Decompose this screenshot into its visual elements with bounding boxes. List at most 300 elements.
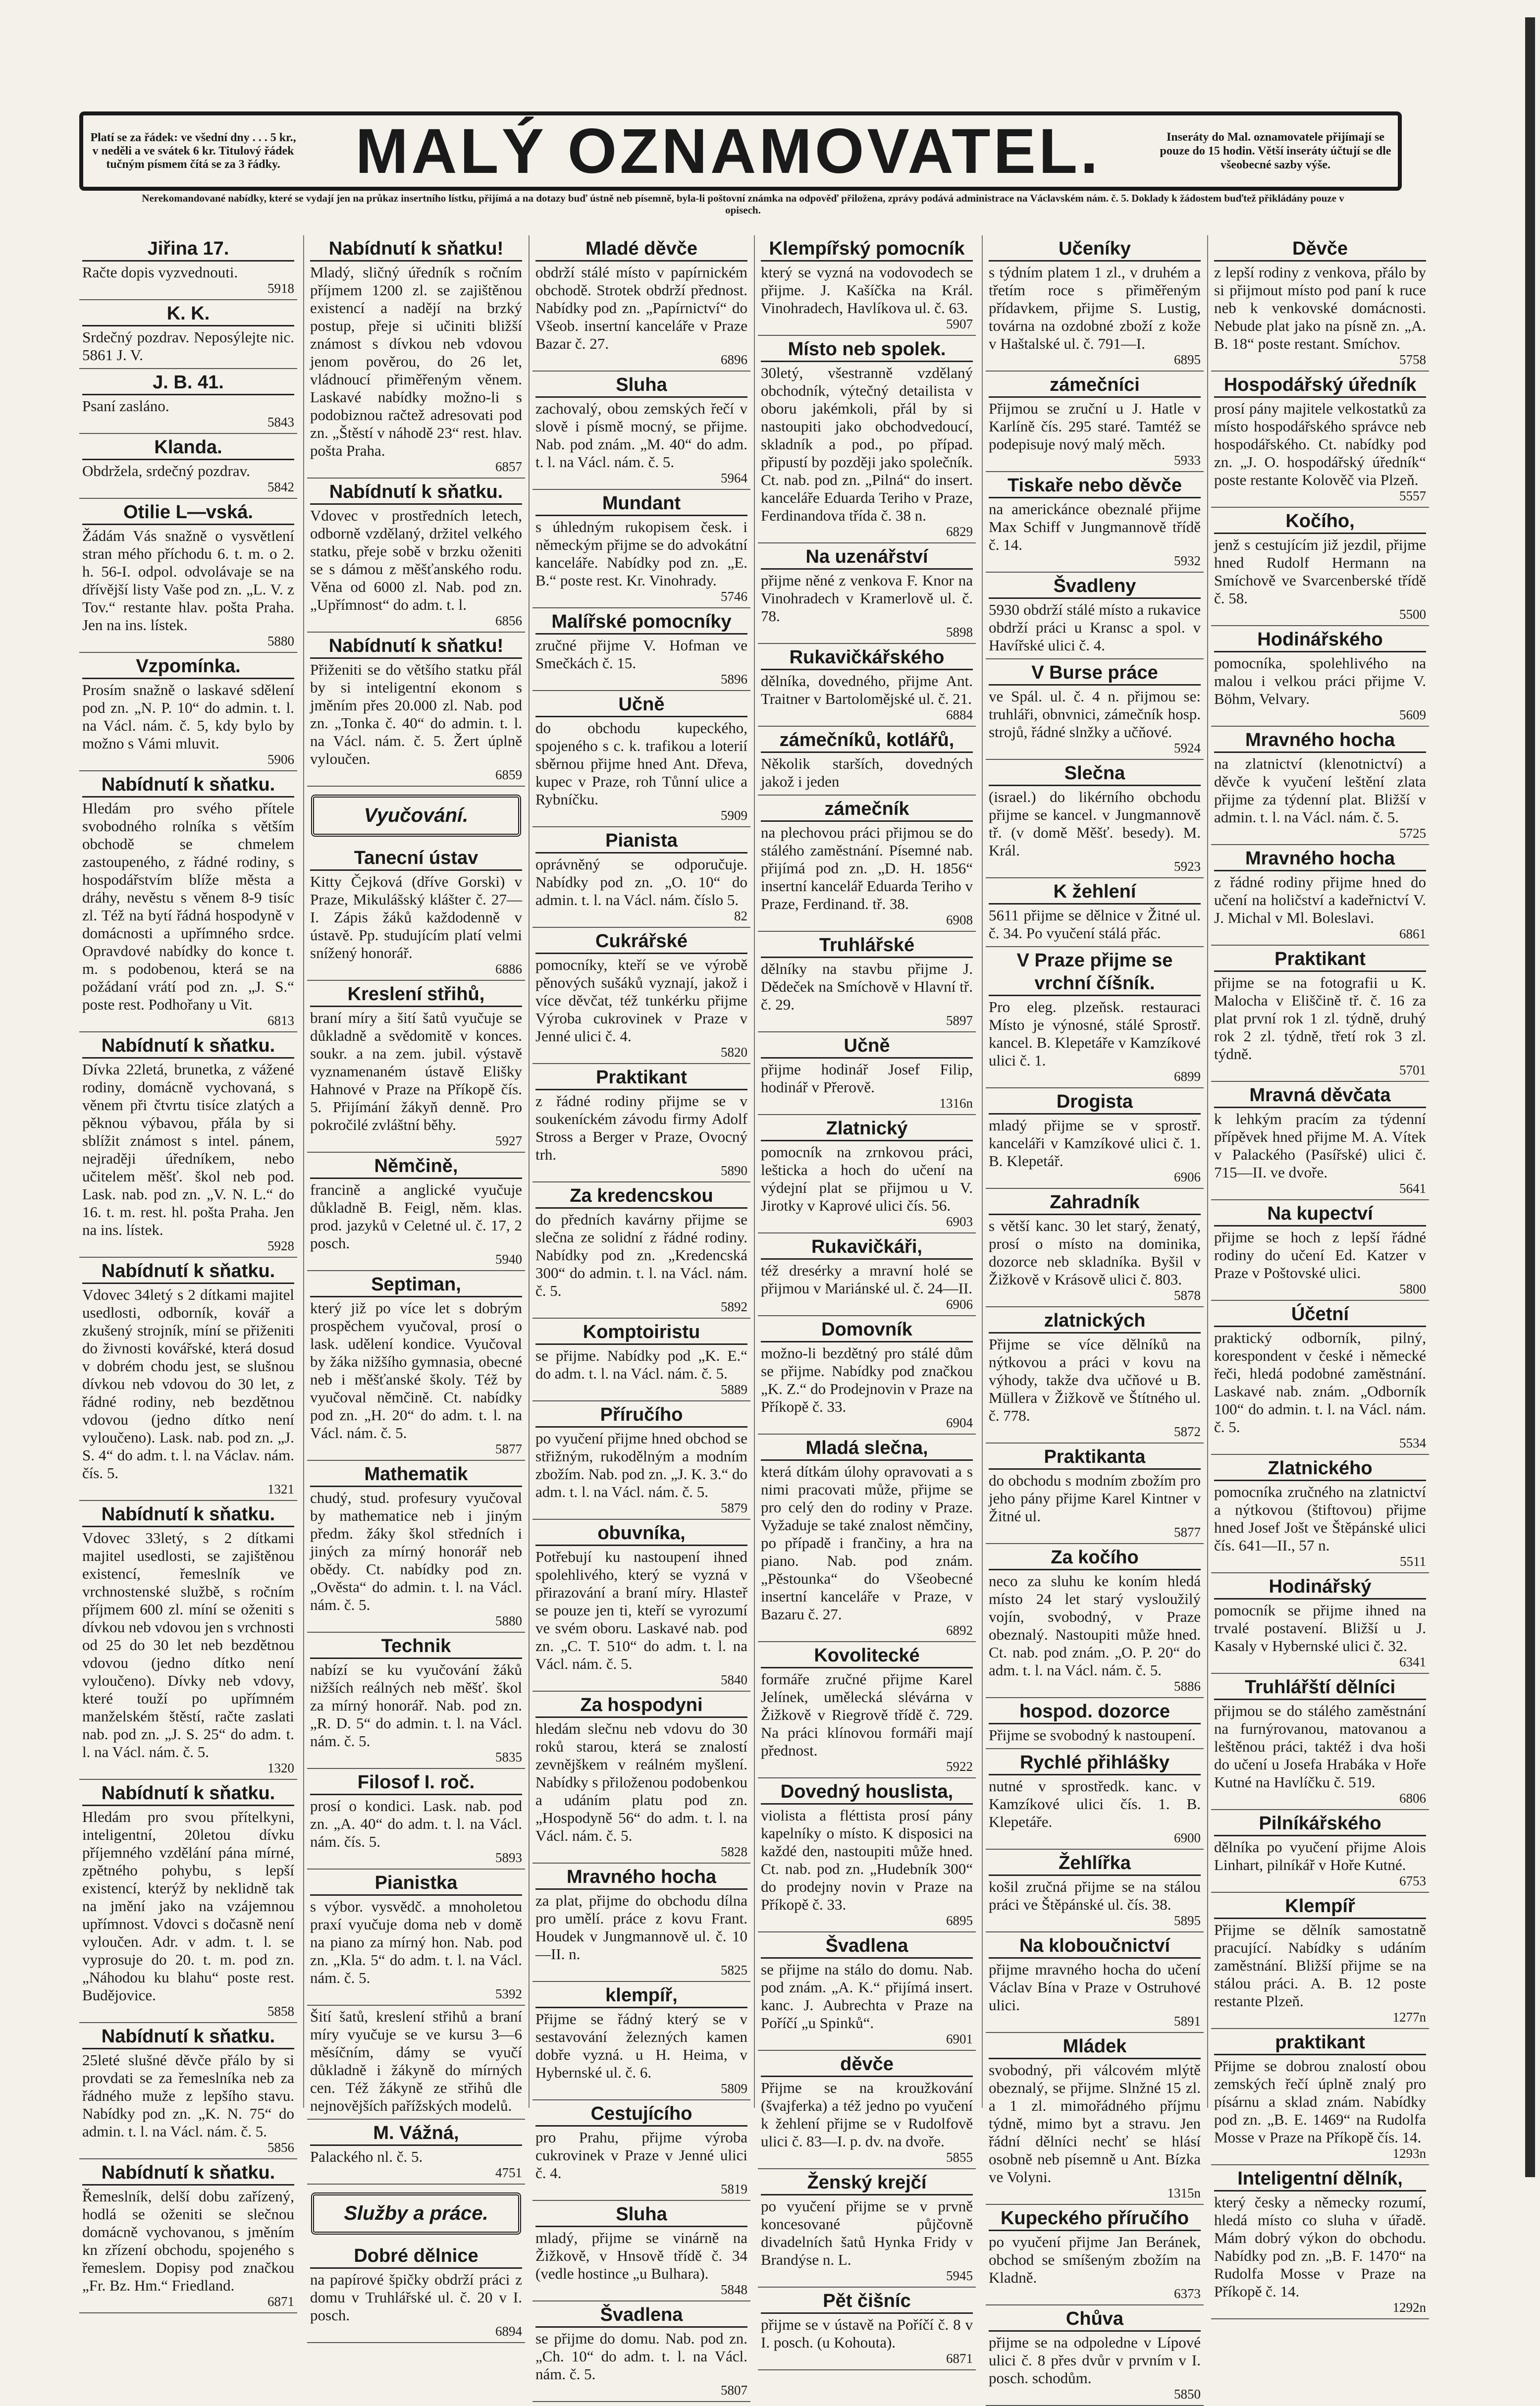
- ad-title: Nabídnutí k sňatku.: [82, 2161, 294, 2186]
- ad-body: zachovalý, obou zemských řečí v slově i písmě mocný, se přijme. Nab. pod znám. „M. 40“ do adm. t. l. na Václ. nám. č. 5.: [535, 400, 747, 471]
- ad-number: 6895: [946, 1913, 973, 1928]
- classified-ad: [1211, 1674, 1429, 1810]
- ad-number: 5932: [1174, 553, 1201, 568]
- ad-number: 5701: [1399, 1063, 1426, 1077]
- classified-ad: [758, 2169, 976, 2288]
- ad-number: 5809: [721, 2081, 747, 2096]
- ad-body: francině a anglické vyučuje důkladně B. Feigl, něm. klas. prod. jazyků v Celetné ul. č. 17, 2 posch.: [310, 1181, 522, 1252]
- column-divider: [754, 235, 755, 2108]
- ad-title: Na kupectví: [1214, 1202, 1426, 1227]
- ad-title: Septiman,: [310, 1273, 522, 1297]
- ad-body: Mladý, sličný úředník s ročním příjmem 1200 zl. se zajištěnou existencí a nadějí na brzký postup, přeje si učiniti bližší známost s dívkou neb vdovou jenom pověrou, do 26 let, vládnoucí přiměřeným věnem. Laskavé nabídky možno-li s podobiznou račtež adresovati pod zn. „Štěstí v náhodě 23“ rest. hlav. pošta Praha.: [310, 264, 522, 459]
- ad-title: Nabídnutí k sňatku.: [82, 1260, 294, 1284]
- ad-number: 5879: [721, 1500, 747, 1515]
- ad-title: Mravného hocha: [1214, 729, 1426, 753]
- classified-ad: [79, 499, 297, 653]
- classified-ad: [986, 1088, 1204, 1189]
- classified-ad: [532, 608, 750, 691]
- ad-number: 5880: [495, 1613, 522, 1628]
- ad-title: děvče: [761, 2053, 973, 2077]
- ad-body: dělníka po vyučení přijme Alois Linhart, pilníkář v Hoře Kutné.: [1214, 1838, 1426, 1873]
- ad-number: 5511: [1400, 1554, 1426, 1569]
- ad-title: Švadlena: [535, 2303, 747, 2328]
- ad-column: [758, 235, 976, 2366]
- ad-body: hledám slečnu neb vdovu do 30 roků starou, která se znalostí zevnějškem v reálném myšlení. Nabídky s přiloženou podobenkou a udáním platu pod zn. „Hospodyně 56“ do adm. t. l. na Václ. nám. č. 5.: [535, 1720, 747, 1844]
- ad-number: 6906: [1174, 1170, 1201, 1184]
- ad-title: zámečníků, kotlářů,: [761, 729, 973, 753]
- ad-title: Mladé děvče: [535, 237, 747, 262]
- classified-ad: [1211, 1301, 1429, 1455]
- classified-ad: [1211, 626, 1429, 727]
- ad-body: mladý přijme se v sprostř. kanceláři v Kamzíkové ulici č. 1. B. Klepetář.: [989, 1117, 1201, 1170]
- classified-ad: [986, 472, 1204, 573]
- ad-title: Účetní: [1214, 1303, 1426, 1327]
- ad-title: zámečník: [761, 798, 973, 822]
- ad-body: s výbor. vysvědč. a mnoholetou praxí vyučuje doma neb v domě na piano za mírný hon. Nab. pod zn. „Kla. 5“ do adm. t. l. na Václ. nám. č. 5.: [310, 1898, 522, 1986]
- ad-body: (israel.) do likérního obchodu přijme se kancel. v Jungmannově tř. (v domě Měšť. besedy). M. Král.: [989, 788, 1201, 859]
- ad-body: prosí o kondici. Lask. nab. pod zn. „A. 40“ do adm. t. l. na Václ. nám. čís. 5.: [310, 1797, 522, 1850]
- ad-title: Otilie L—vská.: [82, 501, 294, 525]
- ad-number: 5843: [267, 415, 294, 429]
- ad-number: 6901: [946, 2032, 973, 2046]
- ad-number: 5924: [1174, 741, 1201, 755]
- classified-ad: [307, 633, 525, 787]
- ad-title: Švadleny: [989, 575, 1201, 599]
- ad-number: 5807: [721, 2383, 747, 2398]
- ad-body: přijme se v ústavě na Poříčí č. 8 v I. posch. (u Kohouta).: [761, 2316, 973, 2351]
- column-divider: [982, 235, 983, 2108]
- ad-number: 5835: [495, 1750, 522, 1764]
- classified-ad: [986, 659, 1204, 760]
- ad-number: 5819: [721, 2182, 747, 2196]
- ad-title: Švadlena: [761, 1934, 973, 1959]
- ad-number: 5922: [946, 1759, 973, 1774]
- ad-body: Račte dopis vyzvednouti.: [82, 264, 238, 281]
- ad-number: 6871: [946, 2351, 973, 2366]
- classified-ad: [758, 644, 976, 727]
- classified-ad: [307, 845, 525, 981]
- ad-title: K. K.: [82, 302, 294, 326]
- ad-number: 6886: [495, 962, 522, 976]
- ad-body: Obdržela, srdečný pozdrav.: [82, 462, 250, 480]
- section-head-sluzby: Služby a práce.: [311, 2192, 521, 2235]
- classified-ad: [986, 947, 1204, 1088]
- page-edge: [1525, 17, 1535, 2177]
- ad-body: ve Spál. ul. č. 4 n. přijmou se: truhláři, obnvnici, zámečník hosp. strojů, řádné slnžky a učňové.: [989, 688, 1201, 741]
- ad-body: Přijme se více dělníků na nýtkovou a práci v kovu na výhody, takže dva učňové u B. Müllera v Žižkově ve Štítného ul. č. 778.: [989, 1336, 1201, 1424]
- classified-ad: [986, 760, 1204, 878]
- ad-number: 5828: [721, 1844, 747, 1859]
- ad-number: 5895: [1174, 1913, 1201, 1928]
- ad-title: Dobré dělnice: [310, 2245, 522, 2269]
- ad-body: dělníka, dovedného, přijme Ant. Traitner v Bartolomějské ul. č. 21.: [761, 672, 973, 707]
- classified-ad: [1211, 1893, 1429, 2029]
- ad-body: pomocníka zručného na zlatnictví a nýtkovou (štiftovou) přijme hned Josef Jošt ve Štěpánské ulici čís. 641—II., 57 n.: [1214, 1483, 1426, 1554]
- ad-body: přijme se na fotografii u K. Malocha v Eliščině tř. č. 16 za plat první rok 1 zl. týdně, druhý rok 2 zl. týdně, třetí rok 3 zl. týdně.: [1214, 974, 1426, 1063]
- page-title: MALÝ OZNAMOVATEL.: [355, 115, 1101, 187]
- classified-ad: [758, 336, 976, 543]
- ad-body: s úhledným rukopisem česk. i německým přijme se do advokátní kanceláře. Nabídky pod zn. „E. B.“ poste rest. Kr. Vinohrady.: [535, 518, 747, 589]
- ad-title: Pianista: [535, 829, 747, 854]
- classified-ad: [79, 771, 297, 1032]
- ad-number: 5927: [495, 1133, 522, 1148]
- ad-column: [986, 235, 1204, 2402]
- classified-ad: [1211, 235, 1429, 372]
- ad-body: se přijme do domu. Nab. pod zn. „Ch. 10“ do adm. t. l. na Václ. nám. č. 5.: [535, 2330, 747, 2383]
- ad-title: Praktikant: [1214, 948, 1426, 972]
- ad-body: Dívka 22letá, brunetka, z vážené rodiny, domácně vychovaná, s věnem při čtvrtu tisíce zlatých a pěknou výbavou, přála by si sblížit známost s intel. pánem, nejraději úředníkem, nebo učitelem měšť. škol neb pod. Lask. nab. pod zn. „V. N. L.“ do 16. t. m. rest. hl. pošta Praha. Jen na ins. lístek.: [82, 1061, 294, 1238]
- classified-ad: [986, 1932, 1204, 2033]
- ad-number: 5842: [267, 480, 294, 494]
- classified-ad: [986, 2205, 1204, 2305]
- ad-title: zámečníci: [989, 374, 1201, 398]
- classified-ad: [532, 1864, 750, 1982]
- ad-title: Rukavičkáři,: [761, 1235, 973, 1260]
- ad-number: 6904: [946, 1415, 973, 1430]
- ad-title: Vzpomínka.: [82, 655, 294, 679]
- ad-number: 5889: [721, 1382, 747, 1397]
- ad-number: 6871: [267, 2294, 294, 2309]
- ad-body: Vdovec v prostředních letech, odborně vzdělaný, držitel velkého statku, přeje sobě v brzku oženiti se s dámou z měšťanského rodu. Věna od 6000 zl. Nab. pod zn. „Upřímnost“ do adm. t. l.: [310, 507, 522, 613]
- classified-ad: [758, 2288, 976, 2370]
- classified-ad: [79, 653, 297, 771]
- ad-title: Slečna: [989, 762, 1201, 786]
- classified-ad: [986, 372, 1204, 472]
- ad-body: z řádné rodiny přijme hned do učení na holičství a kadeřnictví V. J. Michal v Ml. Boleslavi.: [1214, 873, 1426, 926]
- classified-ad: [758, 1435, 976, 1642]
- classified-ad: [79, 1258, 297, 1501]
- ad-title: Klanda.: [82, 436, 294, 460]
- classified-ad: [986, 1189, 1204, 1307]
- ad-body: Přijme se dobrou znalostí obou zemských řečí úplně znalý pro písárnu a sklad znám. Nabídky pod zn. „B. E. 1469“ na Rudolfa Mosse v Praze na Příkopě čís. 14.: [1214, 2057, 1426, 2146]
- classified-ad: [758, 1032, 976, 1115]
- ad-title: J. B. 41.: [82, 371, 294, 395]
- ad-number: 5890: [721, 1163, 747, 1178]
- ad-body: 5611 přijme se dělnice v Žitné ul. č. 34. Po vyučení stálá přác.: [989, 907, 1201, 942]
- ad-title: Cestujícího: [535, 2102, 747, 2127]
- ad-title: V Praze přijme se vrchní číšník.: [989, 949, 1201, 996]
- ad-title: Nabídnutí k sňatku.: [82, 773, 294, 798]
- ad-number: 5557: [1399, 488, 1426, 503]
- ad-title: Nabídnutí k sňatku!: [310, 635, 522, 659]
- ad-body: Palackého nl. č. 5.: [310, 2148, 423, 2165]
- ad-number: 6829: [946, 524, 973, 539]
- classified-ad: [758, 796, 976, 932]
- ad-title: Nabídnutí k sňatku.: [310, 481, 522, 505]
- ad-body: Psaní zasláno.: [82, 397, 169, 415]
- classified-ad: [532, 1064, 750, 1182]
- ad-body: Přijme se na kroužkování (švajferka) a též jedno po vyučení k žehlení přijme se v Rudolfově ulici č. 83—I. p. dv. na dvoře.: [761, 2079, 973, 2150]
- ad-number: 6813: [267, 1013, 294, 1028]
- ad-body: Potřebují ku nastoupení ihned spolehlivého, který se vyzná v přirazování a braní míry. Hlasteř se pouze jen ti, kteří se vyrozumí ve svém oboru. Laskavé nab. pod zn. „C. T. 510“ do adm. t. l. na Václ. nám. č. 5.: [535, 1548, 747, 1672]
- classified-ad: [532, 827, 750, 928]
- ad-number: 5609: [1399, 707, 1426, 722]
- ad-number: 6341: [1399, 1655, 1426, 1669]
- ad-title: Zahradník: [989, 1191, 1201, 1215]
- ad-column: [79, 235, 297, 2309]
- ad-title: Kupeckého příručího: [989, 2207, 1201, 2231]
- ad-title: Rukavičkářského: [761, 646, 973, 670]
- ad-title: Truhlářští dělníci: [1214, 1676, 1426, 1700]
- ad-number: 5878: [1174, 1288, 1201, 1303]
- ad-body: po vyučení přijme Jan Beránek, obchod se smíšeným zbožím na Kladně.: [989, 2233, 1201, 2286]
- ad-body: na papírové špičky obdrží práci z domu v Truhlářské ul. č. 20 v I. posch.: [310, 2271, 522, 2324]
- classified-ad: [307, 981, 525, 1153]
- ad-body: Přijme se svobodný k nastoupení.: [989, 1726, 1196, 1744]
- classified-ad: [986, 878, 1204, 947]
- ad-number: 6856: [495, 613, 522, 628]
- ad-body: přijme se hoch z lepší řádné rodiny do učení Ed. Katzer v Praze v Poštovské ulici.: [1214, 1229, 1426, 1282]
- ad-number: 5855: [946, 2150, 973, 2165]
- ad-number: 5820: [721, 1045, 747, 1060]
- ad-title: Na kloboučnictví: [989, 1934, 1201, 1959]
- ad-body: Kitty Čejková (dříve Gorski) v Praze, Mikulášský klášter č. 27—I. Zápis žáků každodenně v ústavě. Pp. studujícím platí velmi snížený honorář.: [310, 873, 522, 962]
- ad-number: 5758: [1399, 352, 1426, 367]
- ad-title: Sluha: [535, 2203, 747, 2227]
- classified-ad: [1211, 1810, 1429, 1893]
- ad-body: přijme se na odpoledne v Lípové ulici č. 8 přes dvůr v prvním v I. posch. schodům.: [989, 2334, 1201, 2387]
- classified-ad: [79, 1780, 297, 2023]
- classified-ad: [1211, 727, 1429, 845]
- ad-number: 5945: [946, 2268, 973, 2283]
- ad-number: 1293n: [1392, 2146, 1426, 2161]
- ad-number: 5909: [721, 808, 747, 823]
- ad-body: který se vyzná na vodovodech se přijme. J. Kašíčka na Král. Vinohradech, Havlíkova ul. č. 63.: [761, 264, 973, 317]
- ad-body: do obchodu kupeckého, spojeného s c. k. trafikou a loterií sběrnou přijme hned Ant. Dřeva, kupec v Praze, roh Tůnní ulice a Rybníčku.: [535, 719, 747, 808]
- classified-ad: [532, 1692, 750, 1864]
- ad-title: Hospodářský úředník: [1214, 374, 1426, 398]
- ad-number: 5725: [1399, 826, 1426, 841]
- ad-title: Místo neb spolek.: [761, 338, 973, 362]
- ad-title: Nabídnutí k sňatku.: [82, 1034, 294, 1059]
- ad-body: Srdečný pozdrav. Neposýlejte nic. 5861 J. V.: [82, 328, 294, 364]
- ad-body: nutné v sprostředk. kanc. v Kamzíkové ulici čís. 1. B. Klepetáře.: [989, 1777, 1201, 1830]
- classified-ad: [986, 1307, 1204, 1444]
- ad-number: 1320: [267, 1761, 294, 1775]
- ad-number: 6908: [946, 912, 973, 927]
- classified-ad: [986, 1698, 1204, 1749]
- ad-body: z řádné rodiny přijme se v soukeníckém závodu firmy Adolf Stross a Berger v Praze, Ovocný trh.: [535, 1092, 747, 1163]
- classified-ad: [307, 479, 525, 633]
- ad-title: Tanecní ústav: [310, 847, 522, 871]
- classified-ad: [758, 1778, 976, 1932]
- ad-body: pomocník se přijme ihned na trvalé postavení. Bližší u J. Kasaly v Hybernské ulici č. 32.: [1214, 1602, 1426, 1655]
- ad-number: 6895: [1174, 352, 1201, 367]
- ad-body: praktický odborník, pilný, korespondent v české i německé řeči, hledá podobné zaměstnání. Laskavé nab. znám. „Odborník 100“ do admin. t. l. na Václ. nám. č. 5.: [1214, 1329, 1426, 1436]
- ad-body: prosí pány majitele velkostatků za místo hospodářského správce neb hospodářského. Ct. nabídky pod zn. „J. O. hospodářský úředník“ poste restante Kolověč via Plzeň.: [1214, 400, 1426, 488]
- classified-ad: [532, 1182, 750, 1319]
- ad-number: 5892: [721, 1299, 747, 1314]
- ad-title: Pianistka: [310, 1871, 522, 1896]
- ad-title: Zlatnický: [761, 1117, 973, 1141]
- ad-body: Přijmou se zruční u J. Hatle v Karlíně čís. 295 staré. Tamtéž se podepisuje nový malý měch.: [989, 400, 1201, 453]
- ad-title: Za kredencskou: [535, 1184, 747, 1209]
- ad-title: klempíř,: [535, 1984, 747, 2008]
- ad-number: 6894: [495, 2324, 522, 2339]
- ad-title: Praktikanta: [989, 1445, 1201, 1470]
- ad-body: přijme něné z venkova F. Knor na Vinohradech v Kramerlově ul. č. 78.: [761, 572, 973, 625]
- ad-body: na zlatnictví (klenotnictví) a děvče k vyučení leštění zlata přijme za týdenní plat. Bližší v admin. t. l. na Václ. nám. č. 5.: [1214, 755, 1426, 826]
- ad-title: zlatnických: [989, 1309, 1201, 1334]
- classified-ad: [758, 1233, 976, 1316]
- ad-title: K žehlení: [989, 880, 1201, 905]
- ad-number: 5891: [1174, 2014, 1201, 2029]
- classified-ad: [758, 727, 976, 796]
- ad-body: Řemeslník, delší dobu zařízený, hodlá se oženiti se slečnou domácně vychovanou, s jměním kn zřízení obchodu, spojeného s řemeslem. Dopisy pod značkou „Fr. Bz. Hm.“ Friedland.: [82, 2188, 294, 2294]
- classified-ad: [79, 1032, 297, 1258]
- ad-body: Vdovec 34letý s 2 dítkami majitel usedlosti, odborník, kovář a zkušený strojník, míní se přiženiti do živnosti kovářské, která dosud v dobrém chodu jest, se slušnou dívkou neb vdovou do 30 let, z řádné rodiny, neb bezdětnou vdovou (jedno dítko není vyloučeno). Lask. nab. pod zn. „J. S. 4“ do adm. t. l. na Václav. nám. čís. 5.: [82, 1286, 294, 1482]
- ad-title: Tiskaře nebo děvče: [989, 474, 1201, 498]
- ad-body: oprávněný se odporučuje. Nabídky pod zn. „O. 10“ do admin. t. l. na Václ. nám. číslo 5.: [535, 855, 747, 909]
- ad-number: 6906: [946, 1297, 973, 1312]
- ad-column: [532, 235, 750, 2398]
- ad-body: pomocníky, kteří se ve výrobě pěnových sušáků vyznají, jakož i více děvčat, též tunkérku přijme Výroba cukrovinek v Praze v Jenné ulici č. 4.: [535, 956, 747, 1045]
- ad-body: která dítkám úlohy opravovati a s nimi pracovati může, přijme se pro celý den do rodiny v Praze. Vyžaduje se také znalost němčiny, po případě i frančiny, a hra na piano. Nab. pod znám. „Pěstounka“ do Všeobecné insertní kanceláře v Praze, v Bazaru č. 27.: [761, 1463, 973, 1623]
- ad-title: Pět čišníc: [761, 2290, 973, 2314]
- classified-ad: [307, 1870, 525, 2006]
- ad-body: Přijme se řádný který se v sestavování železných kamen dobře vyzná. u H. Heima, v Hybernské ul. č. 6.: [535, 2010, 747, 2081]
- ad-number: 5896: [721, 672, 747, 687]
- ad-number: 5906: [267, 752, 294, 767]
- ad-column: [1211, 235, 1429, 2315]
- classified-ad: [532, 1401, 750, 1520]
- ad-body: Prosím snažně o laskavé sdělení pod zn. „N. P. 10“ do admin. t. l. na Václ. nám. č. 5, kdy bylo by možno s Vámi mluvit.: [82, 681, 294, 752]
- classified-ad: [307, 1271, 525, 1461]
- ad-number: 5840: [721, 1672, 747, 1687]
- ad-title: Mladá slečna,: [761, 1437, 973, 1461]
- ad-title: Hodinářského: [1214, 628, 1426, 652]
- ad-body: pro Prahu, přijme výroba cukrovinek v Praze v Jenné ulici č. 4.: [535, 2129, 747, 2182]
- ad-title: Malířské pomocníky: [535, 610, 747, 635]
- classified-ad: [1211, 2029, 1429, 2165]
- ad-title: Klempíř: [1214, 1895, 1426, 1919]
- classified-ad: [307, 1153, 525, 1271]
- ad-title: Jiřina 17.: [82, 237, 294, 262]
- ad-body: Několik starších, dovedných jakož i jeden: [761, 755, 973, 790]
- ad-title: Cukrářské: [535, 930, 747, 954]
- ad-title: Ženský krejčí: [761, 2171, 973, 2195]
- ad-body: Přiženiti se do většího statku přál by si inteligentní ekonom s jměním přes 20.000 zl. Nab. pod zn. „Tonka č. 40“ do admin. t. l. na Václ. nám. č. 5. Žert úplně vyloučen.: [310, 661, 522, 767]
- deadline-note: Inseráty do Mal. oznamovatele přijímají se pouze do 15 hodin. Větší inseráty účtují se dle všeobecné sazby výše.: [1160, 131, 1391, 171]
- ad-body: do předních kavárny přijme se slečna ze solidní z řádné rodiny. Nabídky pod zn. „Kredencská 300“ do admin. t. l. na Václ. nám. č. 5.: [535, 1211, 747, 1299]
- ad-title: Za hospodyni: [535, 1694, 747, 1718]
- ad-body: nabízí se ku vyučování žáků nižších reálných neb měšť. škol za mírný honorář. Nab. pod zn. „R. D. 5“ do admin. t. l. na Václ. nám. č. 5.: [310, 1661, 522, 1750]
- ad-body: obdrží stálé místo v papírnickém obchodě. Strotek obdrží přednost. Nabídky pod zn. „Papírnictví“ do Všeob. insertní kanceláře v Praze Bazar č. 27.: [535, 264, 747, 352]
- ad-title: Domovník: [761, 1318, 973, 1342]
- classified-ad: [307, 1633, 525, 1769]
- ad-title: Praktikant: [535, 1066, 747, 1090]
- ad-title: Chůva: [989, 2307, 1201, 2332]
- column-divider: [1207, 235, 1208, 2108]
- ad-body: jenž s cestujícím již jezdil, přijme hned Rudolf Hermann na Smíchově ve Svarcenberské třídě č. 58.: [1214, 536, 1426, 607]
- ad-number: 5897: [946, 1013, 973, 1028]
- ad-body: přijme hodinář Josef Filip, hodinář v Přerově.: [761, 1061, 973, 1096]
- classified-ad: [307, 2120, 525, 2185]
- ad-number: 6899: [1174, 1069, 1201, 1084]
- ad-title: Klempířský pomocník: [761, 237, 973, 262]
- ad-title: Nabídnutí k sňatku.: [82, 1782, 294, 1806]
- ad-body: zručné přijme V. Hofman ve Smečkách č. 15.: [535, 637, 747, 672]
- ad-number: 5800: [1399, 1282, 1426, 1296]
- ad-number: 6857: [495, 459, 522, 474]
- classified-ad: [532, 235, 750, 372]
- classified-ad: [532, 928, 750, 1064]
- ad-title: Zlatnického: [1214, 1457, 1426, 1481]
- ad-number: 5872: [1174, 1424, 1201, 1439]
- ad-title: Technik: [310, 1635, 522, 1659]
- classified-ad: [1211, 845, 1429, 946]
- ad-number: 5858: [267, 2004, 294, 2019]
- classified-ad: [758, 235, 976, 336]
- classified-ad: [532, 2301, 750, 2402]
- ad-number: 1316n: [939, 1096, 973, 1111]
- ad-body: přijme mravného hocha do učení Václav Bína v Praze v Ostruhové ulici.: [989, 1961, 1201, 2014]
- ad-number: 1321: [267, 1482, 294, 1497]
- ad-title: Hodinářský: [1214, 1575, 1426, 1600]
- ad-body: violista a fléttista prosí pány kapelníky o místo. K disposici na každé den, nastoupiti může hned. Ct. nab. pod zn. „Hudebník 300“ do prodejny novin v Praze na Příkopě č. 33.: [761, 1807, 973, 1913]
- ad-number: 6806: [1399, 1791, 1426, 1806]
- classified-ad: [758, 543, 976, 644]
- ad-number: 82: [734, 909, 747, 923]
- classified-ad: [986, 1749, 1204, 1850]
- ad-number: 5534: [1399, 1436, 1426, 1450]
- ad-title: Učně: [761, 1034, 973, 1059]
- ad-body: který česky a německy rozumí, hledá místo co sluha v úřadě. Mám dobrý výkon do obchodu. Nabídky pod zn. „B. F. 1470“ na Rudolfa Mosse v Praze na Příkopě č. 14.: [1214, 2193, 1426, 2300]
- classified-ad: [79, 369, 297, 434]
- ad-title: Dovedný houslista,: [761, 1780, 973, 1805]
- ad-title: Kočího,: [1214, 510, 1426, 534]
- ad-title: V Burse práce: [989, 661, 1201, 686]
- classified-ad: [758, 1642, 976, 1778]
- ad-body: za plat, přijme do obchodu dílna pro umělí. práce z kovu Frant. Houdek v Jungmannově ul. č. 10—II. n.: [535, 1892, 747, 1963]
- classified-ad: [758, 1115, 976, 1233]
- ad-title: Truhlářské: [761, 934, 973, 958]
- ad-body: Hledám pro svého přítele svobodného rolníka s větším obchodě se chmelem zastoupeného, z řádné rodiny, s hospodářstvím blíže města a dráhy, nevěstu s věnem 8-9 tisíc zl. Též na bytí řádná hospodyně v domácnosti a upřímného srdce. Opravdové nabídky do konce t. m. s podobenou, která se na požádaní vrátí pod zn. „J. S.“ poste rest. Podhořany u Vit.: [82, 800, 294, 1013]
- ad-body: pomocníka, spolehlivého na malou i velkou práci přijme V. Böhm, Velvary.: [1214, 654, 1426, 707]
- classified-ad: [1211, 1082, 1429, 1200]
- ad-number: 5877: [1174, 1525, 1201, 1540]
- ad-body: 25leté slušné děvče přálo by si provdati se za řemeslníka neb za řádného muže z lepšího stavu. Nabídky pod zn. „K. N. 75“ do admin. t. l. na Václ. nám. č. 5.: [82, 2051, 294, 2140]
- ad-number: 6373: [1174, 2286, 1201, 2301]
- ad-number: 5850: [1174, 2387, 1201, 2402]
- classified-ad: [758, 1932, 976, 2051]
- ad-title: Inteligentní dělník,: [1214, 2167, 1426, 2192]
- ad-title: Drogista: [989, 1090, 1201, 1115]
- ad-body: který již po více let s dobrým prospěchem vyučoval, prosí o lask. udělení kondice. Vyučoval by žáka nižšího gymnasia, obecné neb i měšťanské školy. Též by vyučoval němčině. Ct. nabídky pod zn. „H. 20“ do adm. t. l. na Václ. nám. č. 5.: [310, 1299, 522, 1442]
- classified-ad: [307, 2006, 525, 2120]
- ad-title: M. Vážná,: [310, 2122, 522, 2146]
- ad-body: Hledám pro svou přítelkyni, inteligentní, 20letou dívku příjemného vzdělání pána mírné, zpětného pohybu, s lepší existencí, kterýž by neklidně tak na jmění jako na vzájemnou upřímnost. Vdovci s dočasně není vyloučen. Adr. v adm. t. l. se vyprosuje do 20. t. m. pod zn. „Náhodou ku blahu“ poste rest. Budějovice.: [82, 1808, 294, 2004]
- ad-title: Mundant: [535, 492, 747, 516]
- ad-body: možno-li bezdětný pro stálé dům se přijme. Nabídky pod značkou „K. Z.“ do Prodejnovin v Praze na Příkopě č. 33.: [761, 1344, 973, 1415]
- ad-number: 5886: [1174, 1679, 1201, 1694]
- ad-number: 6892: [946, 1623, 973, 1638]
- classified-ad: [1211, 372, 1429, 508]
- pricing-note: Platí se za řádek: ve všední dny . . . 5 kr., v neděli a ve svátek 6 kr. Titulový řádek tučným písmem čítá se za 3 řádky.: [90, 131, 296, 171]
- ad-number: 5940: [495, 1252, 522, 1267]
- ad-title: Příručího: [535, 1403, 747, 1428]
- ad-column: [307, 235, 525, 2339]
- ad-title: Rychlé přihlášky: [989, 1751, 1201, 1775]
- ad-body: dělníky na stavbu přijme J. Dědeček na Smíchově v Hlavní tř. č. 29.: [761, 960, 973, 1013]
- ad-number: 5880: [267, 634, 294, 648]
- ad-body: po vyučení přijme hned obchod se střižným, rukodělným a modním zbožím. Nab. pod zn. „J. K. 3.“ do adm. t. l. na Václ. nám. č. 5.: [535, 1430, 747, 1500]
- section-head-vyucovani: Vyučování.: [311, 795, 521, 837]
- classified-ad: [986, 2305, 1204, 2406]
- ad-body: se přijme. Nabídky pod „K. E.“ do adm. t. l. na Václ. nám. č. 5.: [535, 1347, 747, 1382]
- classified-ad: [532, 2201, 750, 2301]
- ad-body: pomocník na zrnkovou práci, lešticka a hoch do učení na výdejní plat se přijmou u V. Jirotky v Kaprové ulici čís. 56.: [761, 1143, 973, 1214]
